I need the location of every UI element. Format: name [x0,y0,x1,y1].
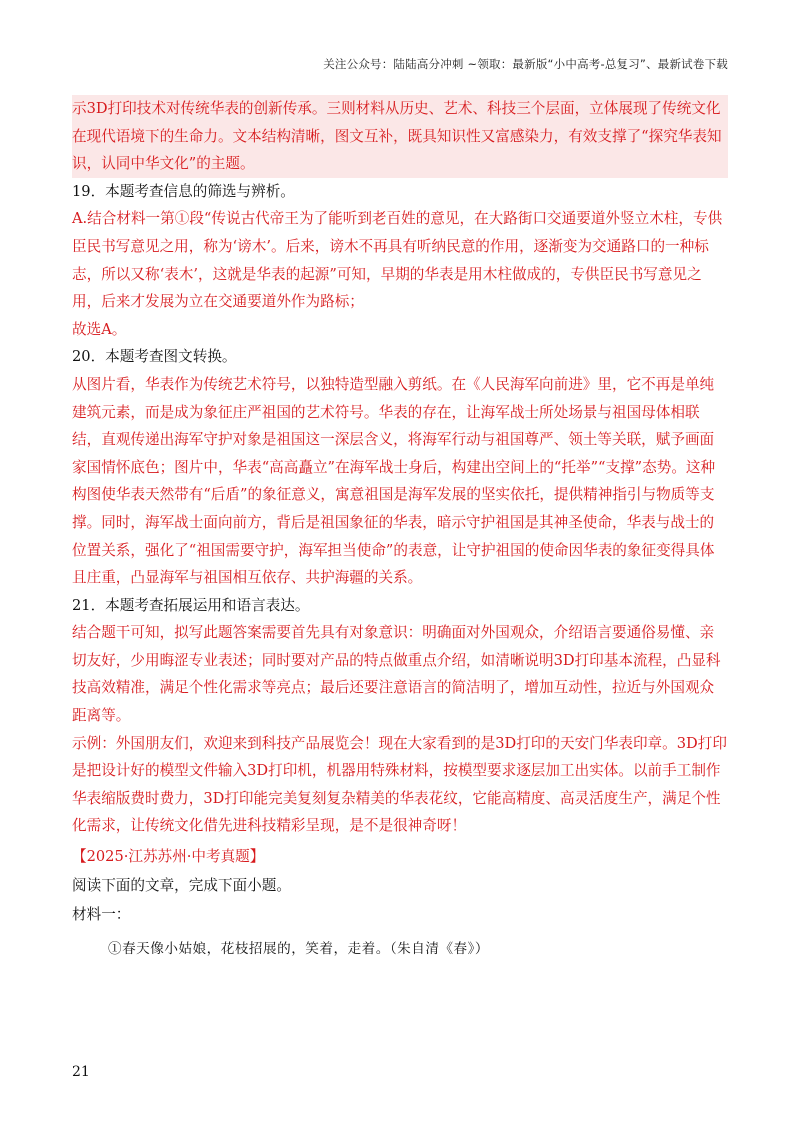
answer-choice: 故选A。 [72,320,127,338]
analysis-text: 从图片看，华表作为传统艺术符号，以独特造型融入剪纸。在《人民海军向前进》里，它不再是单纯建筑元素，而是成为象征庄严祖国的艺术符号。华表的存在，让海军战士所处场景与祖国母体相联结，直观传递出海军守护对象是祖国这一深层含义，将海军行动与祖国尊严、领土等关联，赋予画面家国情怀底色；图片中，华表“高高矗立”在海军战士身后，构建出空间上的“托举”“支撑”态势。这种构图使华表天然带有“后盾”的象征意义，寓意祖国是海军发展的坚实依托，提供精神指引与物质等支撑。同时，海军战士面向前方，背后是祖国象征的华表，暗示守护祖国是其神圣使命，华表与战士的位置关系，强化了“祖国需要守护，海军担当使命”的表意，让守护祖国的使命因华表的象征变得具体且庄重，凸显海军与祖国相互依存、共护海疆的关系。 [72,375,716,587]
page-content [72,95,728,961]
instruction: 阅读下面的文章，完成下面小题。 [72,877,291,895]
source-label: 【2025·江苏苏州·中考真题】 [72,848,265,866]
analysis-text: 示3D打印技术对传统华表的创新传承。三则材料从历史、艺术、科技三个层面，立体展现了传统文化在现代语境下的生命力。文本结构清晰，图文互补，既具知识性又富感染力，有效支撑了“探究华表知识，认同中华文化”的主题。 [72,100,722,173]
page-header: 关注公众号：陆陆高分冲刺 ~领取：最新版“小中高考-总复习”、最新试卷下载 [323,57,728,71]
analysis-text: A.结合材料一第①段“传说古代帝王为了能听到老百姓的意见，在大路街口交通要道外竖立木柱，专供臣民书写意见之用，称为‘谤木’。后来，谤木不再具有听纳民意的作用，逐渐变为交通路口的一种标志，所以又称‘表木’，这就是华表的起源”可知，早期的华表是用木柱做成的，专供臣民书写意见之用，后来才发展为立在交通要道外作为路标； [72,210,723,311]
page-number: 21 [72,1064,90,1080]
question-title-21: 21．本题考查拓展运用和语言表达。 [72,596,310,614]
analysis-block-20 [72,343,728,591]
question-title-19: 19．本题考查信息的筛选与辨析。 [72,182,295,200]
quote-text: ①春天像小姑娘，花枝招展的，笑着，走着。（朱自清《春》） [108,941,490,958]
analysis-text: 结合题干可知，拟写此题答案需要首先具有对象意识：明确面对外国观众，介绍语言要通俗易懂、亲切友好，少用晦涩专业表述；同时要对产品的特点做重点介绍，如清晰说明3D打印基本流程，凸显科技高效精准，满足个性化需求等亮点；最后还要注意语言的简洁明了，增加互动性，拉近与外国观众距离等。 [72,624,721,725]
analysis-block-18 [72,95,728,178]
question-title-20: 20．本题考查图文转换。 [72,348,237,366]
analysis-block-21 [72,592,728,840]
example-answer: 示例：外国朋友们，欢迎来到科技产品展览会！现在大家看到的是3D打印的天安门华表印章。3D打印是把设计好的模型文件输入3D打印机，机器用特殊材料，按模型要求逐层加工出实体。以前手工制作华表缩版费时费力，3D打印能完美复刻复杂精美的华表花纹，它能高精度、高灵活度生产，满足个性化需求，让传统文化借先进科技精彩呈现，是不是很神奇呀！ [72,734,727,835]
material-label: 材料一： [72,906,131,924]
analysis-block-19 [72,178,728,344]
